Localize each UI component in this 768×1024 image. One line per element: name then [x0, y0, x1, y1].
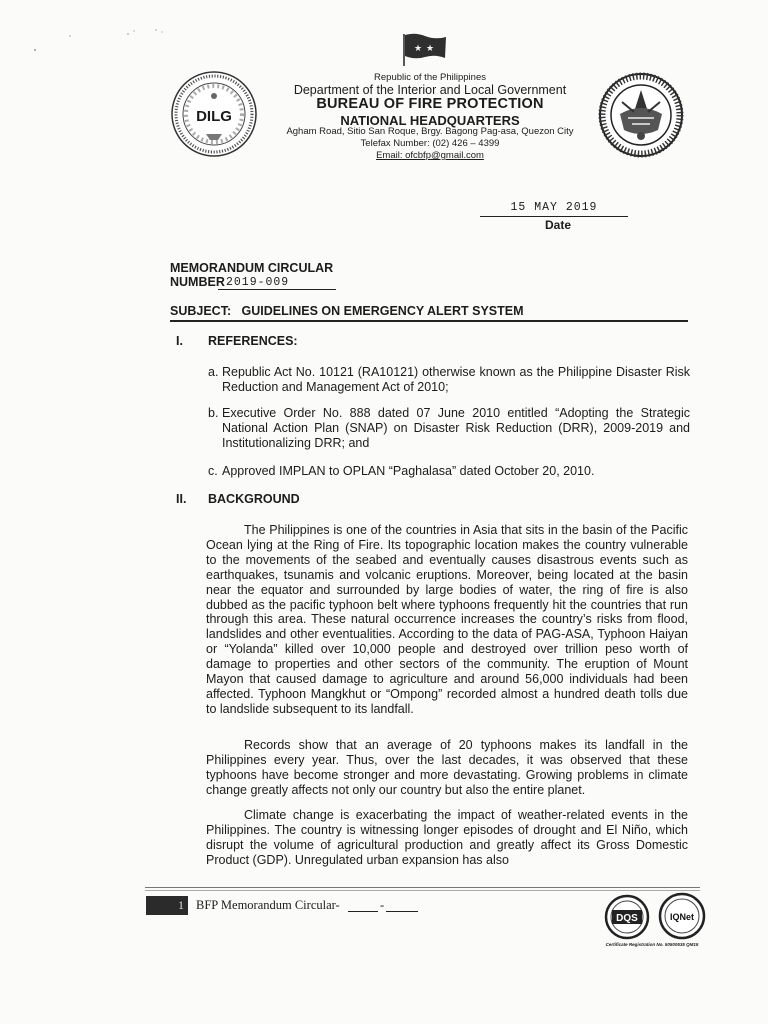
background-paragraph: Records show that an average of 20 typhoons makes its landfall in the Philippines every year. Thus, over the last decades, it was observed that these typhoons have become stronger and more devastating. Growing problems in climate change greatly affects not only our country but also the entire planet.: [206, 738, 688, 797]
date-underline: [480, 216, 628, 217]
header-republic: Republic of the Philippines: [374, 72, 486, 83]
date-value: 15 MAY 2019: [510, 201, 598, 214]
dilg-seal-icon: [170, 70, 258, 158]
subject-underline: [170, 320, 688, 322]
memo-number-label: NUMBER: [170, 275, 225, 289]
reference-text: Executive Order No. 888 dated 07 June 2010 entitled “Adopting the Strategic National Action Plan (SNAP) on Disaster Risk Reduction (DRR), 2009-2019 and Institutionalizing DRR; and: [222, 406, 690, 450]
footer-circular-label: [196, 898, 340, 913]
background-paragraph: Climate change is exacerbating the impact of weather-related events in the Philippines. The country is witnessing longer episodes of drought and El Niño, which disrupt the volume of agricultural production and greatly affect its Gross Domestic Product (GDP). Unregulated urban expansion has also: [206, 808, 688, 867]
footer-circular-text: BFP Memorandum Circular-: [196, 898, 340, 912]
iqnet-logo-text: IQNet: [669, 912, 695, 922]
header-bureau: BUREAU OF FIRE PROTECTION: [316, 96, 544, 112]
svg-text:★: ★: [426, 44, 435, 54]
date-label: Date: [544, 218, 571, 232]
reference-letter: a.: [208, 365, 219, 379]
memo-number-value: 2019-009: [218, 276, 336, 290]
footer-dash: -: [380, 898, 385, 912]
section-title-references: REFERENCES:: [208, 334, 298, 348]
footer-divider: [145, 890, 700, 891]
philippine-flag-icon: [401, 32, 447, 66]
footer-page-number: 1: [146, 896, 188, 915]
header-email-link[interactable]: Email: ofcbfp@gmail.com: [376, 150, 484, 161]
dilg-seal-label: DILG: [196, 108, 232, 125]
header-telefax: Telefax Number: (02) 426 – 4399: [360, 138, 500, 149]
reference-letter: c.: [208, 464, 218, 478]
footer-divider: [145, 887, 700, 888]
reference-item: [208, 365, 690, 395]
dqs-certification-logo-icon: [596, 894, 658, 940]
reference-item: [208, 406, 690, 451]
scan-artifact-marks: [10, 22, 170, 52]
svg-text:★: ★: [414, 44, 423, 54]
reference-text: Approved IMPLAN to OPLAN “Paghalasa” dated October 20, 2010.: [222, 464, 595, 478]
reference-letter: b.: [208, 406, 219, 420]
footer-blank-line: [386, 911, 418, 912]
header-national-headquarters: NATIONAL HEADQUARTERS: [340, 113, 520, 128]
section-number-references: I.: [176, 334, 183, 348]
memo-title: MEMORANDUM CIRCULAR: [170, 261, 334, 275]
footer-blank-line: [348, 911, 378, 912]
section-title-background: BACKGROUND: [208, 492, 300, 506]
section-number-background: II.: [176, 492, 187, 506]
reference-text: Republic Act No. 10121 (RA10121) otherwise known as the Philippine Disaster Risk Reduction and Management Act of 2010;: [222, 365, 690, 394]
iqnet-certification-logo-icon: [658, 892, 706, 940]
memo-subject: SUBJECT: GUIDELINES ON EMERGENCY ALERT SYSTEM: [170, 304, 524, 318]
header-department: Department of the Interior and Local Government: [293, 83, 567, 97]
reference-item: [208, 464, 690, 479]
certificate-registration: Certificate Registration No. 50500535 QM15: [605, 942, 699, 947]
bfp-seal-icon: [598, 72, 684, 158]
header-address: Agham Road, Sitio San Roque, Brgy. Bagong Pag-asa, Quezon City: [286, 126, 574, 137]
dqs-logo-text: DQS: [616, 913, 638, 924]
background-paragraph: The Philippines is one of the countries in Asia that sits in the basin of the Pacific Ocean lying at the Ring of Fire. Its topographic location makes the country vulnerable to the movements of the seabed and eventually causes disastrous events such as earthquakes, tsunamis and volcanic eruptions. Moreover, being located at the basin near the equator and surrounded by large bodies of water, the ring of fire is also dubbed as the pacific typhoon belt where typhoons frequently hit the countries that run through this area. These natural occurrence increases the country’s risks from flood, landslides and other eventualities. According to the data of PAG-ASA, Typhoon Haiyan or “Yolanda” killed over 10,000 people and destroyed over trillion peso worth of damage to properties and other sectors of the community. The eruption of Mount Mayon that caused damage to agriculture and around 56,000 individuals had been affected. Typhoon Mangkhut or “Ompong” recorded almost a hundred death tolls due to landslide subsequent to its landfall.: [206, 523, 688, 716]
